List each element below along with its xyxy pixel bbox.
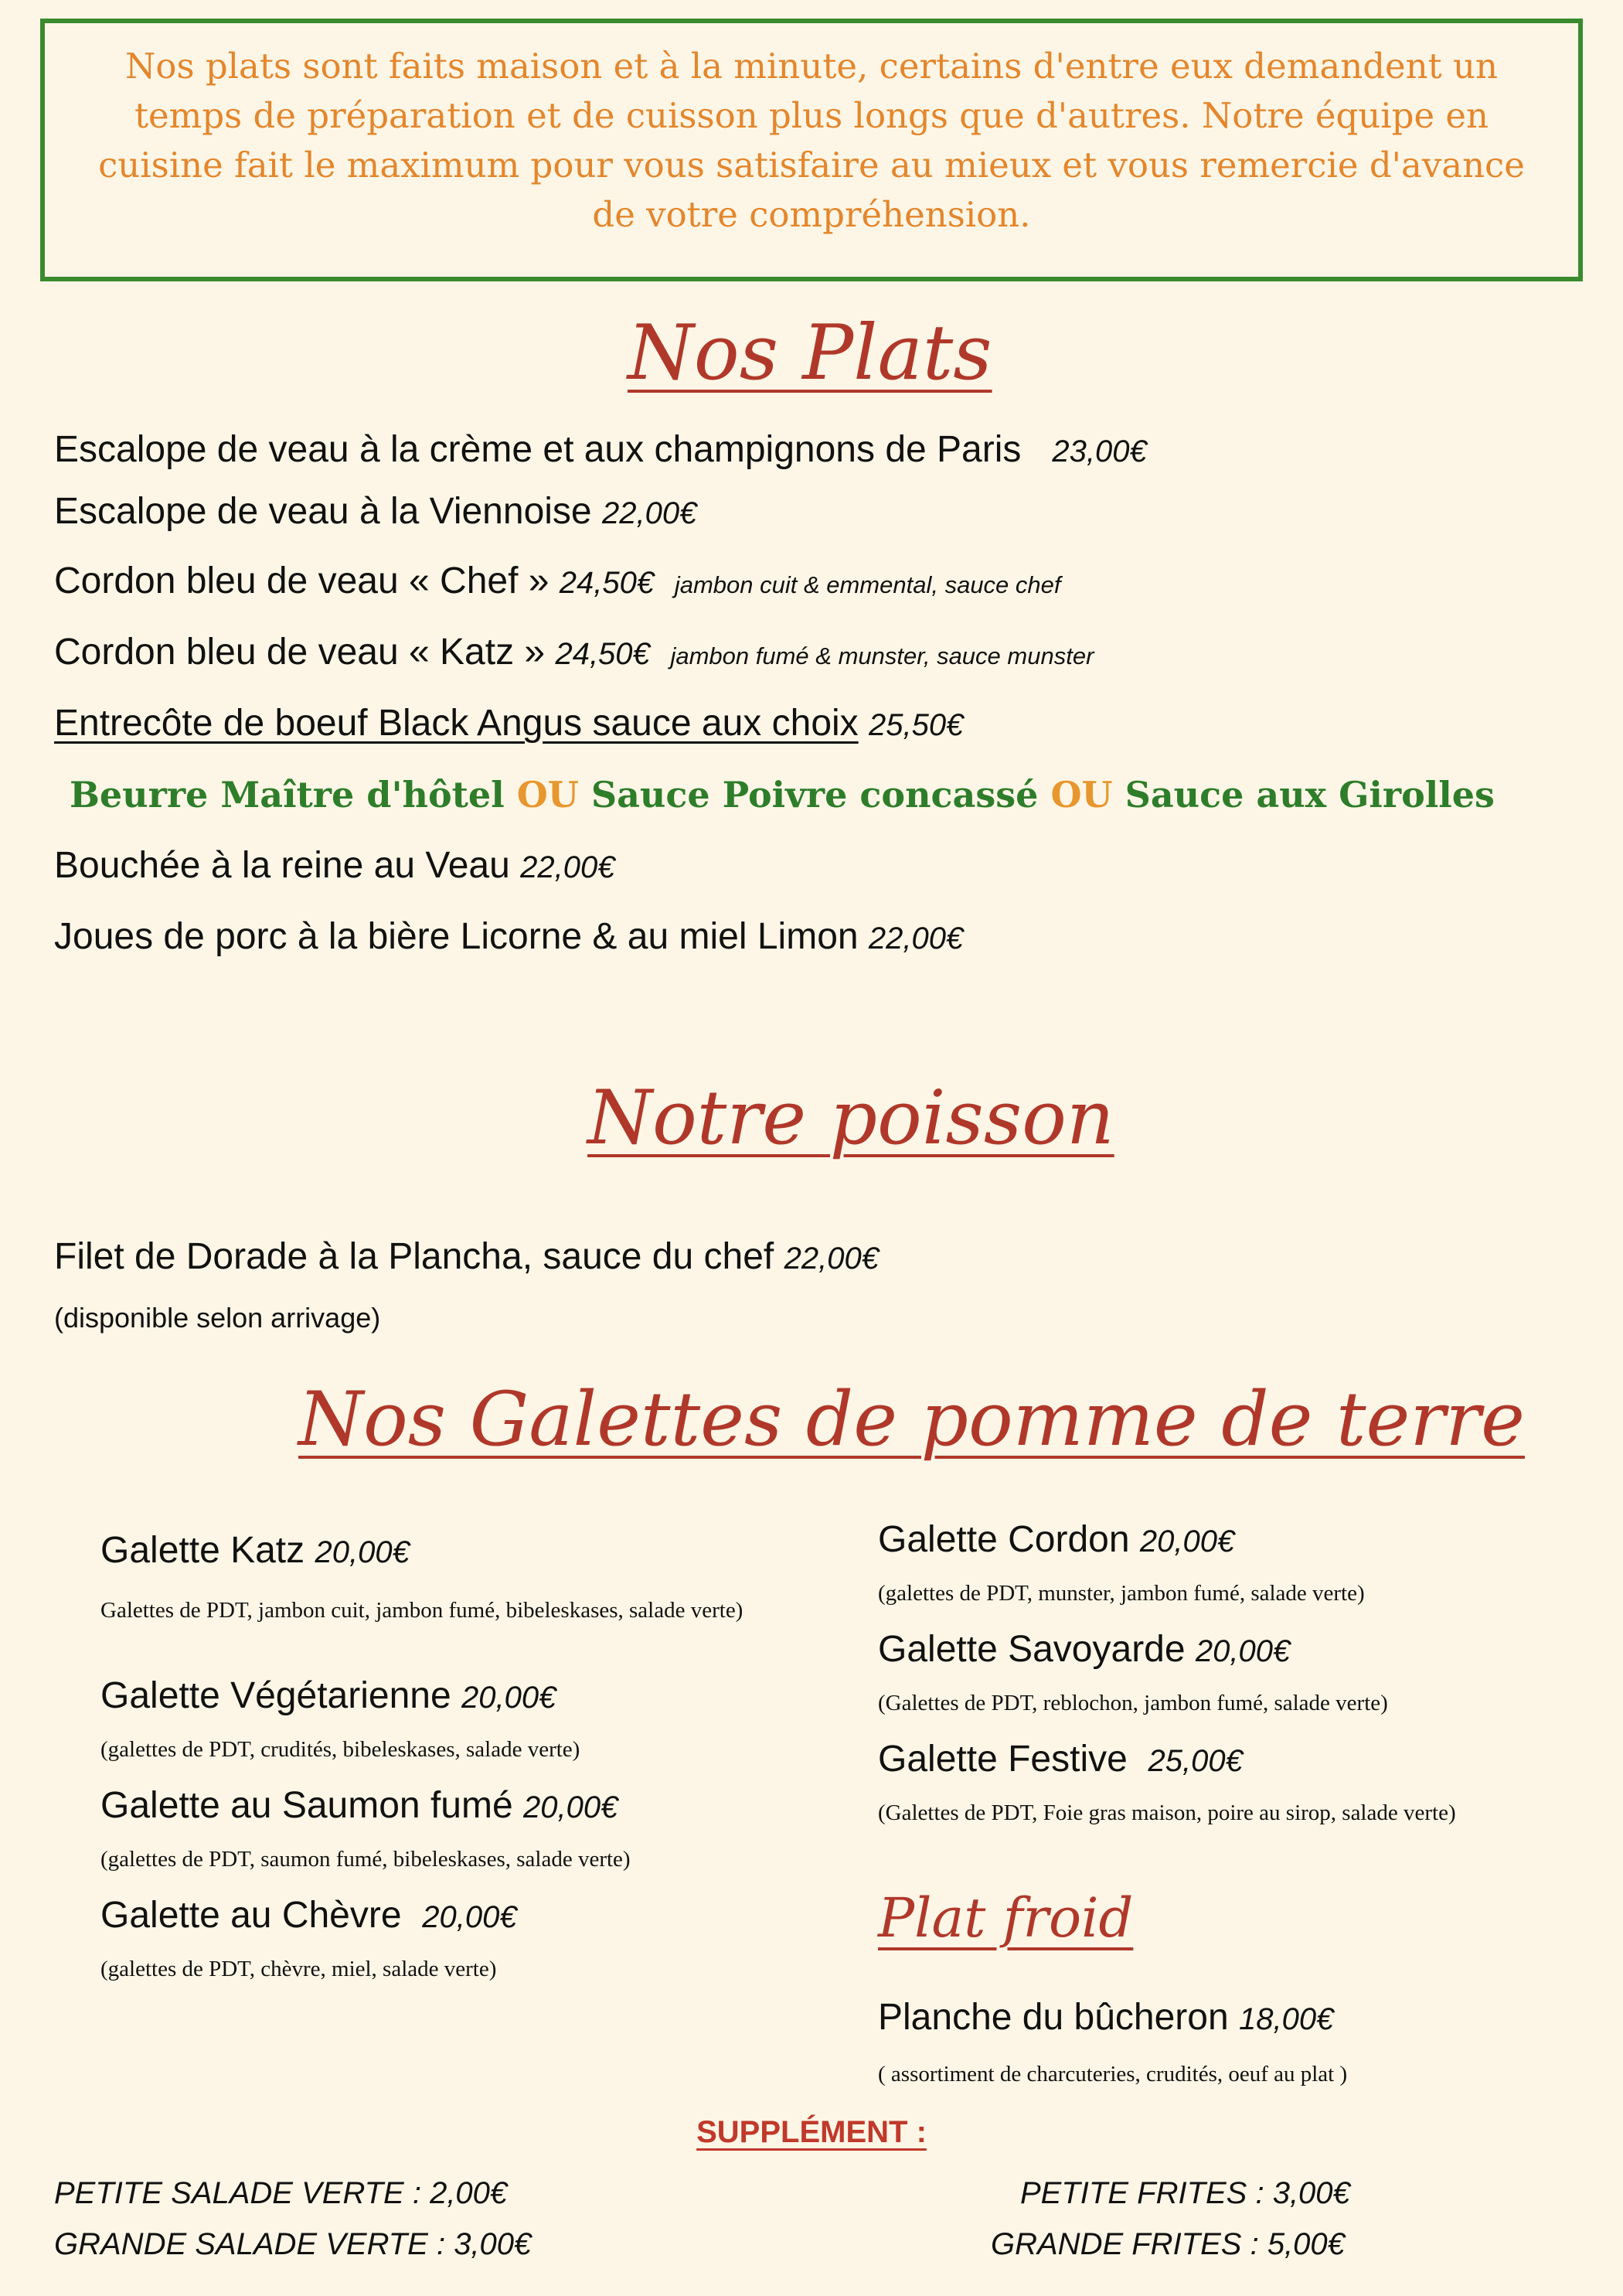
item-name: Escalope de veau à la crème et aux champignons de Paris (54, 429, 1022, 470)
item-name: Galette Festive (878, 1739, 1128, 1780)
item-desc: (galettes de PDT, munster, jambon fumé, salade verte) (878, 1581, 1365, 1606)
item-price: 22,00€ (868, 921, 964, 956)
galettes-right-column (878, 1517, 1604, 1828)
galette-item (878, 1517, 1604, 1565)
sauce-separator: OU (516, 774, 579, 816)
item-name: Galette Cordon (878, 1519, 1130, 1560)
section-title-plats: Nos Plats (628, 309, 992, 397)
item-name: Entrecôte de boeuf Black Angus sauce aux choix (54, 703, 859, 744)
item-price: 20,00€ (523, 1790, 618, 1824)
menu-item (54, 629, 1094, 680)
item-name: Cordon bleu de veau « Katz » (54, 632, 546, 673)
supplement-title (0, 2115, 1623, 2150)
sauce-option: Beurre Maître d'hôtel (70, 774, 505, 816)
item-price: 20,00€ (422, 1900, 517, 1934)
item-name: Escalope de veau à la Viennoise (54, 491, 592, 532)
item-desc: (Galettes de PDT, Foie gras maison, poire au sirop, salade verte) (878, 1800, 1456, 1825)
item-desc: ( assortiment de charcuteries, crudités, oeuf au plat ) (878, 2062, 1348, 2086)
item-note: (disponible selon arrivage) (54, 1302, 381, 1334)
item-price: 22,00€ (601, 496, 697, 530)
notice-text: Nos plats sont faits maison et à la minute, certains d'entre eux demandent un temps de préparation et de cuisson plus longs que d'autres. Notre équipe en cuisine fait le maximum pour vous satisfaire au mieux et vous remercie d'avance de votre compréhension. (98, 46, 1525, 235)
menu-item (54, 1234, 879, 1282)
item-desc: jambon fumé & munster, sauce munster (670, 642, 1094, 669)
section-title-galettes: Nos Galettes de pomme de terre (298, 1376, 1525, 1463)
item-name: Galette Savoyarde (878, 1629, 1186, 1670)
supplement-item: GRANDE FRITES : 5,00€ (991, 2227, 1345, 2261)
galette-item (100, 1892, 781, 1940)
galette-item (878, 1736, 1604, 1784)
item-price: 20,00€ (461, 1681, 556, 1715)
item-desc: (Galettes de PDT, reblochon, jambon fumé, salade verte) (878, 1691, 1388, 1715)
menu-item (54, 700, 963, 748)
galette-item (100, 1673, 781, 1721)
supplement-title-text: SUPPLÉMENT : (696, 2115, 927, 2149)
item-name: Filet de Dorade à la Plancha, sauce du chef (54, 1236, 774, 1277)
item-desc: jambon cuit & emmental, sauce chef (674, 571, 1061, 598)
item-name: Galette Végétarienne (100, 1675, 451, 1716)
item-desc: Galettes de PDT, jambon cuit, jambon fumé, bibeleskases, salade verte) (100, 1598, 743, 1623)
menu-item (54, 489, 696, 537)
item-price: 22,00€ (784, 1242, 879, 1276)
sauce-options (70, 772, 1495, 818)
menu-item (54, 914, 963, 962)
item-desc: (galettes de PDT, crudités, bibeleskases, salade verte) (100, 1737, 580, 1762)
supplement-item: PETITE SALADE VERTE : 2,00€ (54, 2176, 508, 2210)
item-price: 22,00€ (520, 850, 615, 884)
item-desc: (galettes de PDT, saumon fumé, bibeleskases, salade verte) (100, 1847, 631, 1872)
item-price: 20,00€ (1139, 1524, 1235, 1558)
sauce-option: Sauce Poivre concassé (590, 774, 1039, 816)
section-title-poisson: Notre poisson (587, 1075, 1114, 1161)
galette-item (100, 1783, 781, 1831)
sauce-option: Sauce aux Girolles (1125, 774, 1495, 816)
sauce-separator: OU (1050, 774, 1113, 816)
item-price: 20,00€ (1195, 1634, 1291, 1668)
notice-box (40, 19, 1583, 281)
galettes-left-column (100, 1528, 781, 1984)
item-price: 25,50€ (869, 708, 964, 742)
menu-item (54, 843, 615, 891)
menu-item (54, 427, 1147, 475)
section-title-plat-froid: Plat froid (878, 1886, 1134, 1950)
supplement-item: GRANDE SALADE VERTE : 3,00€ (54, 2227, 532, 2261)
item-price: 23,00€ (1052, 434, 1147, 468)
item-desc: (galettes de PDT, chèvre, miel, salade verte) (100, 1957, 497, 1981)
item-name: Bouchée à la reine au Veau (54, 845, 510, 886)
item-name: Planche du bûcheron (878, 1997, 1229, 2038)
item-price: 20,00€ (315, 1535, 410, 1569)
menu-item (54, 558, 1061, 608)
item-price: 18,00€ (1239, 2002, 1334, 2036)
item-name: Galette au Saumon fumé (100, 1785, 513, 1826)
item-name: Cordon bleu de veau « Chef » (54, 560, 550, 601)
item-price: 25,00€ (1148, 1744, 1243, 1778)
menu-item (878, 1995, 1333, 2042)
galette-item (878, 1627, 1604, 1674)
item-price: 24,50€ (555, 637, 650, 671)
item-name: Galette au Chèvre (100, 1895, 402, 1936)
galette-item (100, 1528, 781, 1576)
item-name: Galette Katz (100, 1530, 305, 1571)
item-price: 24,50€ (559, 566, 655, 600)
supplement-item: PETITE FRITES : 3,00€ (1020, 2176, 1350, 2210)
item-name: Joues de porc à la bière Licorne & au miel Limon (54, 916, 859, 957)
